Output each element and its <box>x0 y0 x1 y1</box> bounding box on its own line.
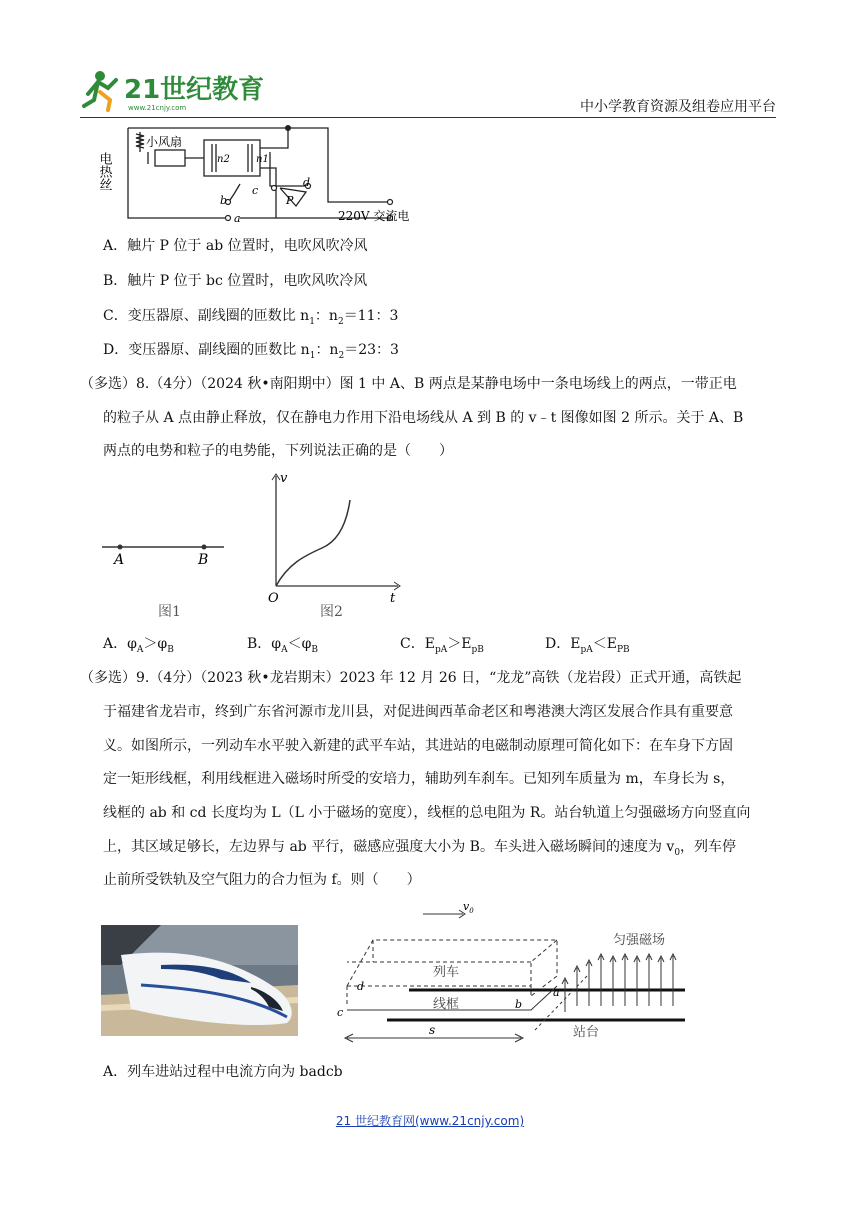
corner-b-label: b <box>515 998 523 1011</box>
train-photo <box>101 925 298 1036</box>
train-braking-schematic <box>325 900 715 1046</box>
slider-p-label: P <box>286 194 294 207</box>
vt-graph-figure-2 <box>268 471 400 620</box>
q8-figures <box>98 470 408 620</box>
v-axis-label: v <box>280 471 288 486</box>
runner-logo-icon <box>84 71 116 110</box>
q9-stem-line-6: 上，其区域足够长，左边界与 ab 平行，磁感应强度大小为 B。车头进入磁场瞬间的速度为 $v_0$，列车停 <box>103 839 737 858</box>
terminal-b-label: b <box>220 194 228 207</box>
point-a-label: A <box>114 552 125 568</box>
logo-text: 21世纪教育 <box>124 75 265 105</box>
origin-label: O <box>268 591 279 606</box>
q8-stem-line-3: 两点的电势和粒子的电势能，下列说法正确的是（ ） <box>103 443 453 459</box>
coil-n1-label: n1 <box>256 154 269 165</box>
q9-stem-line-3: 义。如图所示，一列动车水平驶入新建的武平车站，其进站的电磁制动原理可简化如下：在车身下方固 <box>103 738 733 754</box>
fan-label: 小风扇 <box>146 135 183 149</box>
q9-stem-line-1: （多选）9.（4分）（2023 秋•龙岩期末）2023 年 12 月 26 日，“龙龙”高铁（龙岩段）正式开通，高铁起 <box>80 670 742 686</box>
heater-label: 电热丝 <box>96 152 112 191</box>
q8-stem-line-1: （多选）8.（4分）（2024 秋•南阳期中）图 1 中 A、B 两点是某静电场中一条电场线上的两点，一带正电 <box>80 376 737 392</box>
q8-option-a: A．$\varphi_A>\varphi_B$ <box>103 636 174 655</box>
corner-a-label: a <box>553 986 560 999</box>
corner-d-label: d <box>357 980 365 993</box>
hair-dryer-circuit-diagram <box>96 122 430 225</box>
header-divider <box>80 117 776 118</box>
vt-curve <box>276 500 350 586</box>
logo-url: www.21cnjy.com <box>128 104 187 112</box>
q9-stem-line-4: 定一矩形线框，利用线框进入磁场时所受的安培力，辅助列车刹车。已知列车质量为 m，车身长为 s， <box>103 771 735 787</box>
train-label: 列车 <box>433 965 460 980</box>
field-line-figure-1 <box>102 545 224 621</box>
magnetic-field-label: 匀强磁场 <box>613 933 666 948</box>
heater-coil <box>136 132 144 152</box>
q9-stem-line-7: 止前所受铁轨及空气阻力的合力恒为 f。则（ ） <box>103 872 421 888</box>
v0-label: $v_0$ <box>463 900 474 915</box>
coil-n2-label: n2 <box>217 154 230 165</box>
t-axis-label: t <box>390 591 396 606</box>
terminal-c-label: c <box>252 184 259 197</box>
q8-option-b: B．$\varphi_A<\varphi_B$ <box>247 636 319 655</box>
q8-option-c: C．$E_{pA}>E_{pB}$ <box>400 636 484 655</box>
header-platform-text: 中小学教育资源及组卷应用平台 <box>580 99 776 115</box>
q7-option-a: A．触片 P 位于 ab 位置时，电吹风吹冷风 <box>103 238 368 254</box>
supply-label: 220V 交流电 <box>338 209 410 223</box>
site-logo <box>80 66 265 116</box>
q7-option-b: B．触片 P 位于 bc 位置时，电吹风吹冷风 <box>103 273 368 289</box>
figure-2-caption: 图2 <box>320 604 343 620</box>
q7-option-d: D．变压器原、副线圈的匝数比 $n_1$：$n_2=23$：3 <box>103 342 399 361</box>
frame-label: 线框 <box>433 997 460 1012</box>
terminal-a-label: a <box>234 212 241 225</box>
q8-stem-line-2: 的粒子从 A 点由静止释放，仅在静电力作用下沿电场线从 A 到 B 的 v﹣t 图像如图 2 所示。关于 A、B <box>103 410 744 426</box>
q9-option-a: A．列车进站过程中电流方向为 badcb <box>103 1064 343 1080</box>
point-b-label: B <box>198 552 209 568</box>
figure-1-caption: 图1 <box>158 604 181 620</box>
length-s-label: s <box>429 1023 436 1037</box>
corner-c-label: c <box>337 1006 344 1019</box>
q9-stem-line-5: 线框的 ab 和 cd 长度均为 L（L 小于磁场的宽度），线框的总电阻为 R。站台轨道上匀强磁场方向竖直向 <box>103 805 751 821</box>
footer-link[interactable]: 21 世纪教育网(www.21cnjy.com) <box>335 1114 525 1128</box>
q7-option-c: C．变压器原、副线圈的匝数比 $n_1$：$n_2=11$：3 <box>103 308 399 327</box>
platform-label: 站台 <box>573 1025 600 1040</box>
q8-option-d: D．$E_{pA}<E_{PB}$ <box>545 636 630 655</box>
terminal-d-label: d <box>303 176 311 189</box>
q9-stem-line-2: 于福建省龙岩市，终到广东省河源市龙川县，对促进闽西革命老区和粤港澳大湾区发展合作具有重要意 <box>103 704 733 720</box>
